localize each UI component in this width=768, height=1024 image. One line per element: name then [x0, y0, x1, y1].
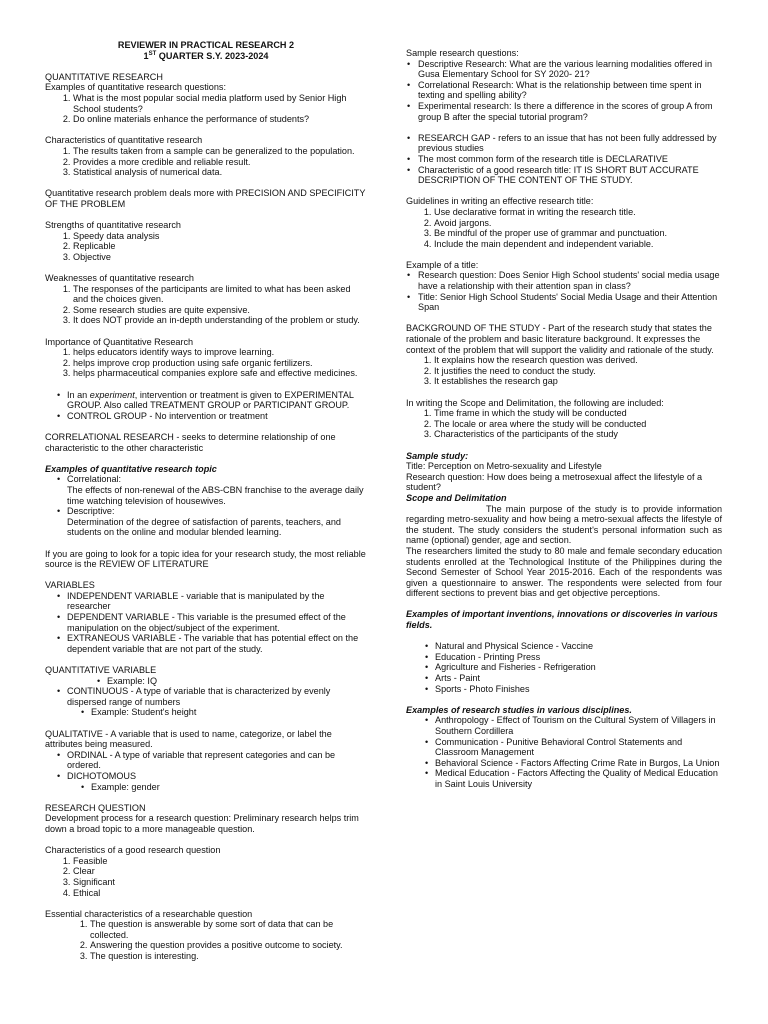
inventions-list: [406, 641, 722, 694]
title-example-list: [406, 270, 722, 312]
title-example-heading: Example of a title:: [406, 259, 479, 270]
continuous-example-list: [45, 707, 367, 718]
list-item: 1. helps educators identify ways to improve learning.: [73, 347, 367, 358]
research-gap-list: [406, 133, 722, 186]
list-item: • Descriptive: Determination of the degree of satisfaction of parents, teachers, and students on the online and modular blended learning.: [67, 506, 367, 538]
scope-intro: In writing the Scope and Delimitation, the following are included:: [406, 397, 664, 408]
list-item: • Characteristic of a good research title: IT IS SHORT BUT ACCURATE DESCRIPTION OF THE CONTENT OF THE STUDY.: [418, 165, 722, 186]
list-item: • INDEPENDENT VARIABLE - variable that is manipulated by the researcher: [67, 591, 367, 612]
sample-questions-list: [406, 59, 722, 123]
list-item: • Title: Senior High School Students' Social Media Usage and their Attention Span: [418, 292, 722, 313]
list-item: • Agriculture and Fisheries - Refrigeration: [435, 662, 722, 673]
list-item: • Communication - Punitive Behavioral Control Statements and Classroom Management: [435, 737, 722, 758]
list-item: 1. Speedy data analysis: [73, 231, 367, 242]
list-item: • DEPENDENT VARIABLE - This variable is the presumed effect of the manipulation on the object/subject of the experiment.: [67, 612, 367, 633]
list-item: 3. It does NOT provide an in-depth understanding of the problem or study.: [73, 315, 367, 326]
characteristics-list: [45, 146, 367, 178]
background-list: [406, 355, 722, 387]
strengths-list: [45, 231, 367, 263]
list-item: 3. Characteristics of the participants of the study: [434, 429, 722, 440]
list-item: • Behavioral Science - Factors Affecting Crime Rate in Burgos, La Union: [435, 758, 722, 769]
list-item: • Research question: Does Senior High School students' social media usage have a relationship with their attention span in class?: [418, 270, 722, 291]
good-rq-heading: Characteristics of a good research question: [45, 845, 221, 856]
good-rq-list: [45, 856, 367, 898]
list-item: 3. The question is interesting.: [90, 951, 367, 962]
precision-text: Quantitative research problem deals more with PRECISION AND SPECIFICITY OF THE PROBLEM: [45, 188, 366, 209]
sample-questions-heading: Sample research questions:: [406, 48, 519, 58]
list-item: • EXTRANEOUS VARIABLE - The variable that has potential effect on the dependent variable that are not part of the study.: [67, 633, 367, 654]
research-question-text: Development process for a research question: Preliminary research helps trim down a broad topic to a more manageable question.: [45, 813, 359, 834]
right-column: [406, 48, 722, 790]
list-item: 1. What is the most popular social media platform used by Senior High School students?: [73, 93, 367, 114]
variables-list: [45, 591, 367, 655]
list-item: • Example: Student's height: [91, 707, 367, 718]
list-item: • Sports - Photo Finishes: [435, 684, 722, 695]
list-item: • The most common form of the research title is DECLARATIVE: [418, 154, 722, 165]
list-item: • Example: IQ: [107, 676, 367, 687]
correlational-research-text: CORRELATIONAL RESEARCH - seeks to determine relationship of one characteristic to the other characteristic: [45, 431, 336, 453]
list-item: 1. Feasible: [73, 856, 367, 867]
left-column: [45, 0, 367, 962]
topic-examples-list: [45, 474, 367, 538]
list-item: 2. Answering the question provides a positive outcome to society.: [90, 940, 367, 951]
list-item: • DICHOTOMOUS: [67, 771, 367, 782]
list-item: 3. Significant: [73, 877, 367, 888]
list-item: 3. Statistical analysis of numerical data.: [73, 167, 367, 178]
essential-heading: Essential characteristics of a researchable question: [45, 908, 253, 919]
studies-list: [406, 715, 722, 789]
page-title: REVIEWER IN PRACTICAL RESEARCH 2: [117, 40, 295, 50]
scope-paragraph-2: The researchers limited the study to 80 male and female secondary education students enrolled at the Technological Institute of the Philippines during the Second Semester of School Year 2015-2016. Each of the respondents was given a questionnaire to answer. The respondents were selected from four different sections to prevent bias and get objective perceptions.: [406, 545, 722, 599]
list-item: 1. Use declarative format in writing the research title.: [434, 207, 722, 218]
list-item: • Education - Printing Press: [435, 652, 722, 663]
list-item: 1. Time frame in which the study will be conducted: [434, 408, 722, 419]
quantitative-research-heading: QUANTITATIVE RESEARCH: [45, 71, 163, 82]
list-item: • Experimental research: Is there a difference in the scores of group A from group B after the special tutorial program?: [418, 101, 722, 122]
characteristics-heading: Characteristics of quantitative research: [45, 135, 203, 146]
guidelines-list: [406, 207, 722, 249]
weaknesses-heading: Weaknesses of quantitative research: [45, 273, 194, 284]
dichotomous-example-list: [45, 782, 367, 793]
list-item: • CONTROL GROUP - No intervention or treatment: [67, 411, 367, 422]
list-item: • CONTINUOUS - A type of variable that is characterized by evenly dispersed range of numbers: [67, 686, 367, 707]
list-item: 2. Clear: [73, 866, 367, 877]
list-item: • Anthropology - Effect of Tourism on the Cultural System of Villagers in Southern Cordillera: [435, 715, 722, 736]
scope-list: [406, 408, 722, 440]
quant-examples-intro: Examples of quantitative research questions:: [45, 82, 226, 93]
list-item: 2. Replicable: [73, 241, 367, 252]
variables-heading: VARIABLES: [45, 580, 95, 591]
importance-heading: Importance of Quantitative Research: [45, 336, 194, 347]
page-subtitle: 1ST QUARTER S.Y. 2023-2024: [143, 50, 269, 61]
list-item: • Correlational: The effects of non-renewal of the ABS-CBN franchise to the average daily time watching television of housewives.: [67, 474, 367, 506]
list-item: 1. The question is answerable by some sort of data that can be collected.: [90, 919, 367, 940]
strengths-heading: Strengths of quantitative research: [45, 220, 181, 231]
inventions-heading: Examples of important inventions, innovations or discoveries in various fields.: [406, 609, 718, 631]
experiment-list: [45, 390, 367, 422]
continuous-list: [45, 686, 367, 707]
list-item: 4. Include the main dependent and independent variable.: [434, 239, 722, 250]
quantitative-variable-heading: QUANTITATIVE VARIABLE: [45, 665, 157, 676]
list-item: • In an experiment, intervention or treatment is given to EXPERIMENTAL GROUP. Also called TREATMENT GROUP or PARTICIPANT GROUP.: [67, 390, 367, 411]
qualitative-list: [45, 750, 367, 782]
quant-variable-example-list: [45, 676, 367, 687]
list-item: • Natural and Physical Science - Vaccine: [435, 641, 722, 652]
list-item: 1. The responses of the participants are limited to what has been asked and the choices given.: [73, 284, 367, 305]
rrl-text: If you are going to look for a topic idea for your research study, the most reliable source is the REVIEW OF LITERATURE: [45, 548, 366, 570]
list-item: • Example: gender: [91, 782, 367, 793]
studies-heading: Examples of research studies in various disciplines.: [406, 704, 632, 715]
list-item: 2. It justifies the need to conduct the study.: [434, 366, 722, 377]
list-item: 3. Be mindful of the proper use of grammar and punctuation.: [434, 228, 722, 239]
essential-list: [45, 919, 367, 961]
sample-study-question: Research question: How does being a metrosexual affect the lifestyle of a student?: [406, 471, 703, 493]
list-item: • Arts - Paint: [435, 673, 722, 684]
list-item: • RESEARCH GAP - refers to an issue that has not been fully addressed by previous studies: [418, 133, 722, 154]
list-item: 2. Provides a more credible and reliable result.: [73, 157, 367, 168]
background-text: BACKGROUND OF THE STUDY - Part of the research study that states the rationale of the problem and basic literature background. It expresses the context of the problem that will support the validity and rationale of the study.: [406, 323, 714, 355]
list-item: 1. The results taken from a sample can be generalized to the population.: [73, 146, 367, 157]
list-item: 2. Do online materials enhance the performance of students?: [73, 114, 367, 125]
guidelines-heading: Guidelines in writing an effective research title:: [406, 196, 594, 207]
list-item: • Medical Education - Factors Affecting the Quality of Medical Education in Saint Louis University: [435, 768, 722, 789]
scope-paragraph-1: The main purpose of the study is to provide information regarding metro-sexuality and how being a metro-sexual affects the lifestyle of the student. The study considers the student's personal information such as name (optional) gender, age and section.: [406, 503, 722, 546]
sample-study-heading: Sample study:: [406, 450, 469, 461]
sample-study-title: Title: Perception on Metro-sexuality and Lifestyle: [406, 461, 602, 472]
list-item: 3. Objective: [73, 252, 367, 263]
list-item: 2. helps improve crop production using safe organic fertilizers.: [73, 358, 367, 369]
list-item: 1. It explains how the research question was derived.: [434, 355, 722, 366]
list-item: • Correlational Research: What is the relationship between time spent in texting and spelling ability?: [418, 80, 722, 101]
list-item: 2. Avoid jargons.: [434, 218, 722, 229]
list-item: 4. Ethical: [73, 888, 367, 899]
research-question-heading: RESEARCH QUESTION: [45, 802, 146, 813]
weaknesses-list: [45, 284, 367, 326]
quant-examples-list: [45, 93, 367, 125]
qualitative-text: QUALITATIVE - A variable that is used to name, categorize, or label the attributes being measured.: [45, 728, 332, 750]
importance-list: [45, 347, 367, 379]
list-item: 2. Some research studies are quite expensive.: [73, 305, 367, 316]
list-item: • Descriptive Research: What are the various learning modalities offered in Gusa Elementary School for SY 2020- 21?: [418, 59, 722, 80]
scope-delimitation-heading: Scope and Delimitation: [406, 492, 507, 503]
list-item: 2. The locale or area where the study will be conducted: [434, 419, 722, 430]
topic-examples-heading: Examples of quantitative research topic: [45, 463, 217, 474]
list-item: • ORDINAL - A type of variable that represent categories and can be ordered.: [67, 750, 367, 771]
list-item: 3. It establishes the research gap: [434, 376, 722, 387]
list-item: 3. helps pharmaceutical companies explore safe and effective medicines.: [73, 368, 367, 379]
